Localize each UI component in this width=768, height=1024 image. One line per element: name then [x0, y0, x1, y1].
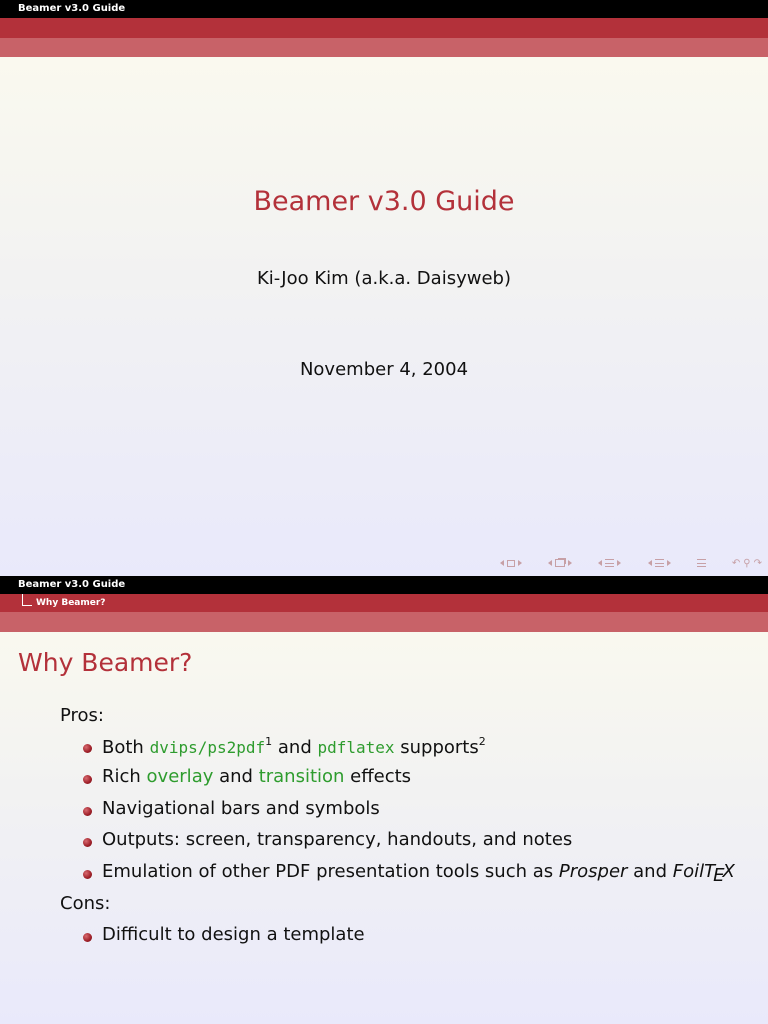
header-band-light: [0, 612, 768, 632]
subsection-nav-icon[interactable]: [598, 559, 621, 567]
list-item: Difficult to design a template: [102, 924, 365, 945]
slide-nav-icon[interactable]: [500, 560, 522, 567]
bullet-icon: [83, 838, 92, 847]
navigation-symbols: [500, 556, 762, 570]
outline-icon[interactable]: [697, 559, 706, 567]
headline-title: Beamer v3.0 Guide: [18, 3, 126, 14]
header-band-dark: [0, 18, 768, 38]
presentation-title: Beamer v3.0 Guide: [253, 186, 515, 217]
search-icon[interactable]: ↶ ⚲ ↷: [731, 557, 762, 569]
bullet-icon: [83, 775, 92, 784]
pros-label: Pros:: [60, 705, 104, 726]
frame-title: Why Beamer?: [18, 648, 193, 677]
headline-bar: [0, 0, 768, 18]
list-item: Navigational bars and symbols: [102, 798, 380, 819]
list-item: Emulation of other PDF presentation tools such as Prosper and FoilTEX: [102, 861, 735, 886]
frame-nav-icon[interactable]: [548, 559, 572, 567]
bullet-icon: [83, 870, 92, 879]
header-band-dark: [0, 594, 768, 612]
bullet-icon: [83, 744, 92, 753]
breadcrumb[interactable]: Why Beamer?: [36, 598, 106, 608]
section-nav-icon[interactable]: [648, 559, 671, 567]
headline-title: Beamer v3.0 Guide: [18, 579, 126, 590]
list-item: Both dvips/ps2pdf$^1$ and pdflatex supports$^2$: [102, 735, 486, 758]
why-beamer-slide: [0, 576, 768, 1024]
bullet-icon: [83, 933, 92, 942]
list-item: Rich overlay and transition effects: [102, 766, 412, 787]
breadcrumb-connector: [22, 594, 32, 606]
header-band-light: [0, 38, 768, 57]
cons-label: Cons:: [60, 893, 111, 914]
list-item: Outputs: screen, transparency, handouts, and notes: [102, 829, 573, 850]
bullet-icon: [83, 807, 92, 816]
presentation-author: Ki-Joo Kim (a.k.a. Daisyweb): [257, 268, 511, 289]
headline-bar: [0, 576, 768, 594]
presentation-date: November 4, 2004: [299, 359, 469, 380]
